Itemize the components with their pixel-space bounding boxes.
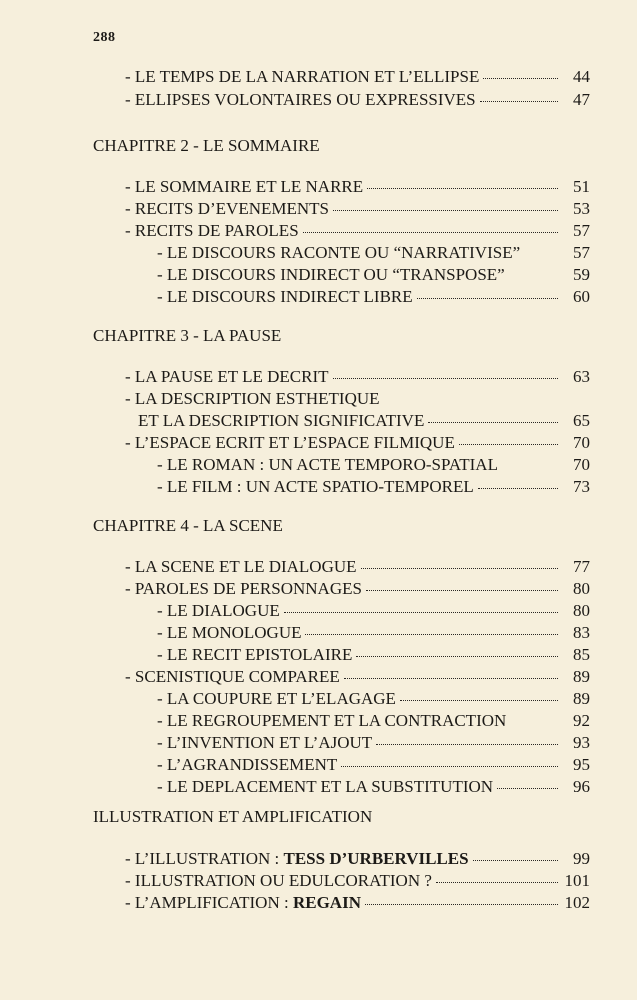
toc-entry-text: - LE TEMPS DE LA NARRATION ET L’ELLIPSE [125, 67, 480, 86]
toc-page-number: 60 [573, 287, 590, 306]
dot-leader [333, 378, 558, 379]
toc-entry[interactable] [157, 622, 590, 644]
toc-entry-text: - LE ROMAN : UN ACTE TEMPORO-SPATIAL [157, 455, 498, 474]
chapter-heading: CHAPITRE 4 - LA SCENE [93, 516, 283, 535]
toc-entry-title [125, 848, 469, 870]
toc-entry-title [125, 870, 432, 892]
toc-entry[interactable] [157, 710, 590, 732]
toc-page-number: 92 [573, 711, 590, 730]
toc-entry-text: - L’AGRANDISSEMENT [157, 755, 338, 774]
toc-entry-text: - PAROLES DE PERSONNAGES [125, 579, 362, 598]
toc-entry[interactable] [138, 410, 590, 432]
toc-page-number: 89 [573, 689, 590, 708]
dot-leader [376, 744, 558, 745]
toc-page-number: 70 [573, 433, 590, 452]
chapter-heading: CHAPITRE 3 - LA PAUSE [93, 326, 282, 345]
dot-leader [436, 882, 558, 883]
toc-page-number: 77 [573, 557, 590, 576]
toc-entry-text: - LE DISCOURS INDIRECT OU “TRANSPOSE” [157, 265, 505, 284]
toc-entry-title [125, 198, 329, 220]
toc-entry-title [125, 89, 476, 111]
toc-entry[interactable] [125, 366, 590, 388]
toc-entry[interactable] [125, 892, 590, 914]
toc-entry-text: - LA SCENE ET LE DIALOGUE [125, 557, 357, 576]
toc-entry[interactable] [125, 556, 590, 578]
toc-entry-title [125, 892, 361, 914]
toc-entry-text: - L’ILLUSTRATION : [125, 849, 284, 868]
dot-leader [356, 656, 558, 657]
toc-entry[interactable] [125, 388, 590, 410]
toc-entry-text: - LA DESCRIPTION ESTHETIQUE [125, 389, 380, 408]
toc-page-number: 95 [573, 755, 590, 774]
toc-entry-title [157, 710, 506, 732]
toc-page-number: 89 [573, 667, 590, 686]
toc-entry-text: - RECITS DE PAROLES [125, 221, 299, 240]
toc-page-number: 59 [573, 265, 590, 284]
toc-page-number: 65 [573, 411, 590, 430]
toc-entry[interactable] [125, 89, 590, 111]
toc-entry-title [125, 366, 329, 388]
toc-entry-text: - RECITS D’EVENEMENTS [125, 199, 329, 218]
toc-page-number: 85 [573, 645, 590, 664]
chapter-heading: CHAPITRE 2 - LE SOMMAIRE [93, 136, 320, 155]
toc-entry[interactable] [157, 242, 590, 264]
toc-entry[interactable] [157, 776, 590, 798]
toc-entry-text: - LE FILM : UN ACTE SPATIO-TEMPOREL [157, 477, 474, 496]
toc-entry-text: - LE DIALOGUE [157, 601, 280, 620]
toc-entry-title [125, 66, 479, 88]
toc-page-number: 47 [573, 90, 590, 109]
toc-entry-title [157, 476, 474, 498]
toc-entry-text: - LE DISCOURS INDIRECT LIBRE [157, 287, 413, 306]
toc-entry-title [125, 220, 299, 242]
toc-entry[interactable] [157, 454, 590, 476]
toc-page-number: 93 [573, 733, 590, 752]
toc-entry-title [138, 410, 424, 432]
dot-leader [284, 612, 558, 613]
dot-leader [428, 422, 558, 423]
toc-entry-text: - LA COUPURE ET L’ELAGAGE [157, 689, 396, 708]
toc-entry-text: - LE DISCOURS RACONTE OU “NARRATIVISE” [157, 243, 521, 262]
toc-entry[interactable] [157, 688, 590, 710]
toc-page-number: 73 [573, 477, 590, 496]
dot-leader [400, 700, 558, 701]
toc-entry-title [125, 176, 363, 198]
toc-entry[interactable] [125, 66, 590, 88]
toc-entry-text: - L’ESPACE ECRIT ET L’ESPACE FILMIQUE [125, 433, 455, 452]
toc-entry[interactable] [157, 754, 590, 776]
toc-entry[interactable] [125, 666, 590, 688]
toc-entry-text: - ELLIPSES VOLONTAIRES OU EXPRESSIVES [125, 90, 476, 109]
dot-leader [478, 488, 558, 489]
toc-entry-text: - L’AMPLIFICATION : [125, 893, 293, 912]
toc-entry-title [125, 666, 340, 688]
toc-page-number: 44 [573, 67, 590, 86]
toc-entry-text: - LE SOMMAIRE ET LE NARRE [125, 177, 364, 196]
dot-leader [305, 634, 558, 635]
dot-leader [333, 210, 558, 211]
toc-entry-title [157, 286, 413, 308]
toc-entry-title [125, 388, 380, 410]
toc-page-number: 53 [573, 199, 590, 218]
toc-entry[interactable] [157, 286, 590, 308]
toc-entry[interactable] [125, 220, 590, 242]
page-number: 288 [93, 30, 116, 45]
toc-page-number: 80 [573, 579, 590, 598]
toc-entry-title [157, 454, 498, 476]
toc-page-number: 102 [564, 893, 590, 912]
toc-entry-title [157, 776, 493, 798]
toc-entry-title [157, 688, 396, 710]
toc-entry[interactable] [125, 848, 590, 870]
dot-leader [341, 766, 558, 767]
toc-entry-title [157, 622, 301, 644]
toc-entry-text: ET LA DESCRIPTION SIGNIFICATIVE [138, 411, 425, 430]
toc-entry-work-title: REGAIN [292, 893, 361, 912]
toc-page-number: 101 [564, 871, 590, 890]
toc-entry[interactable] [157, 644, 590, 666]
toc-page-number: 51 [573, 177, 590, 196]
toc-entry-title [157, 264, 505, 286]
dot-leader [473, 860, 558, 861]
toc-entry-title [157, 732, 372, 754]
dot-leader [480, 101, 558, 102]
toc-page-number: 63 [573, 367, 590, 386]
toc-entry-text: - LE RECIT EPISTOLAIRE [157, 645, 353, 664]
chapter-heading: ILLUSTRATION ET AMPLIFICATION [93, 807, 373, 826]
toc-entry[interactable] [125, 176, 590, 198]
toc-page-number: 80 [573, 601, 590, 620]
dot-leader [417, 298, 558, 299]
toc-entry-title [125, 432, 455, 454]
toc-page-number: 96 [573, 777, 590, 796]
toc-entry-title [157, 644, 352, 666]
toc-entry-text: - LE MONOLOGUE [157, 623, 302, 642]
toc-entry-title [157, 242, 520, 264]
dot-leader [344, 678, 558, 679]
toc-page-number: 83 [573, 623, 590, 642]
toc-entry-work-title: TESS D’URBERVILLES [283, 849, 469, 868]
toc-page-number: 70 [573, 455, 590, 474]
toc-entry-title [157, 754, 337, 776]
dot-leader [483, 78, 558, 79]
toc-entry-title [157, 600, 280, 622]
toc-entry[interactable] [125, 198, 590, 220]
dot-leader [459, 444, 558, 445]
dot-leader [367, 188, 558, 189]
toc-entry-title [125, 556, 357, 578]
toc-page-number: 99 [573, 849, 590, 868]
toc-entry-text: - L’INVENTION ET L’AJOUT [157, 733, 373, 752]
toc-entry[interactable] [157, 732, 590, 754]
toc-entry[interactable] [157, 476, 590, 498]
toc-entry-title [125, 578, 362, 600]
toc-entry[interactable] [125, 870, 590, 892]
toc-entry[interactable] [125, 578, 590, 600]
toc-page-number: 57 [573, 221, 590, 240]
dot-leader [365, 904, 558, 905]
toc-entry-text: - SCENISTIQUE COMPAREE [125, 667, 340, 686]
toc-entry-text: - LE REGROUPEMENT ET LA CONTRACTION [157, 711, 507, 730]
toc-entry-text: - LE DEPLACEMENT ET LA SUBSTITUTION [157, 777, 494, 796]
dot-leader [303, 232, 558, 233]
toc-entry-text: - ILLUSTRATION OU EDULCORATION ? [125, 871, 432, 890]
dot-leader [497, 788, 558, 789]
toc-entry[interactable] [157, 600, 590, 622]
toc-entry[interactable] [125, 432, 590, 454]
toc-page-number: 57 [573, 243, 590, 262]
dot-leader [366, 590, 558, 591]
toc-entry-text: - LA PAUSE ET LE DECRIT [125, 367, 329, 386]
toc-entry[interactable] [157, 264, 590, 286]
dot-leader [361, 568, 558, 569]
